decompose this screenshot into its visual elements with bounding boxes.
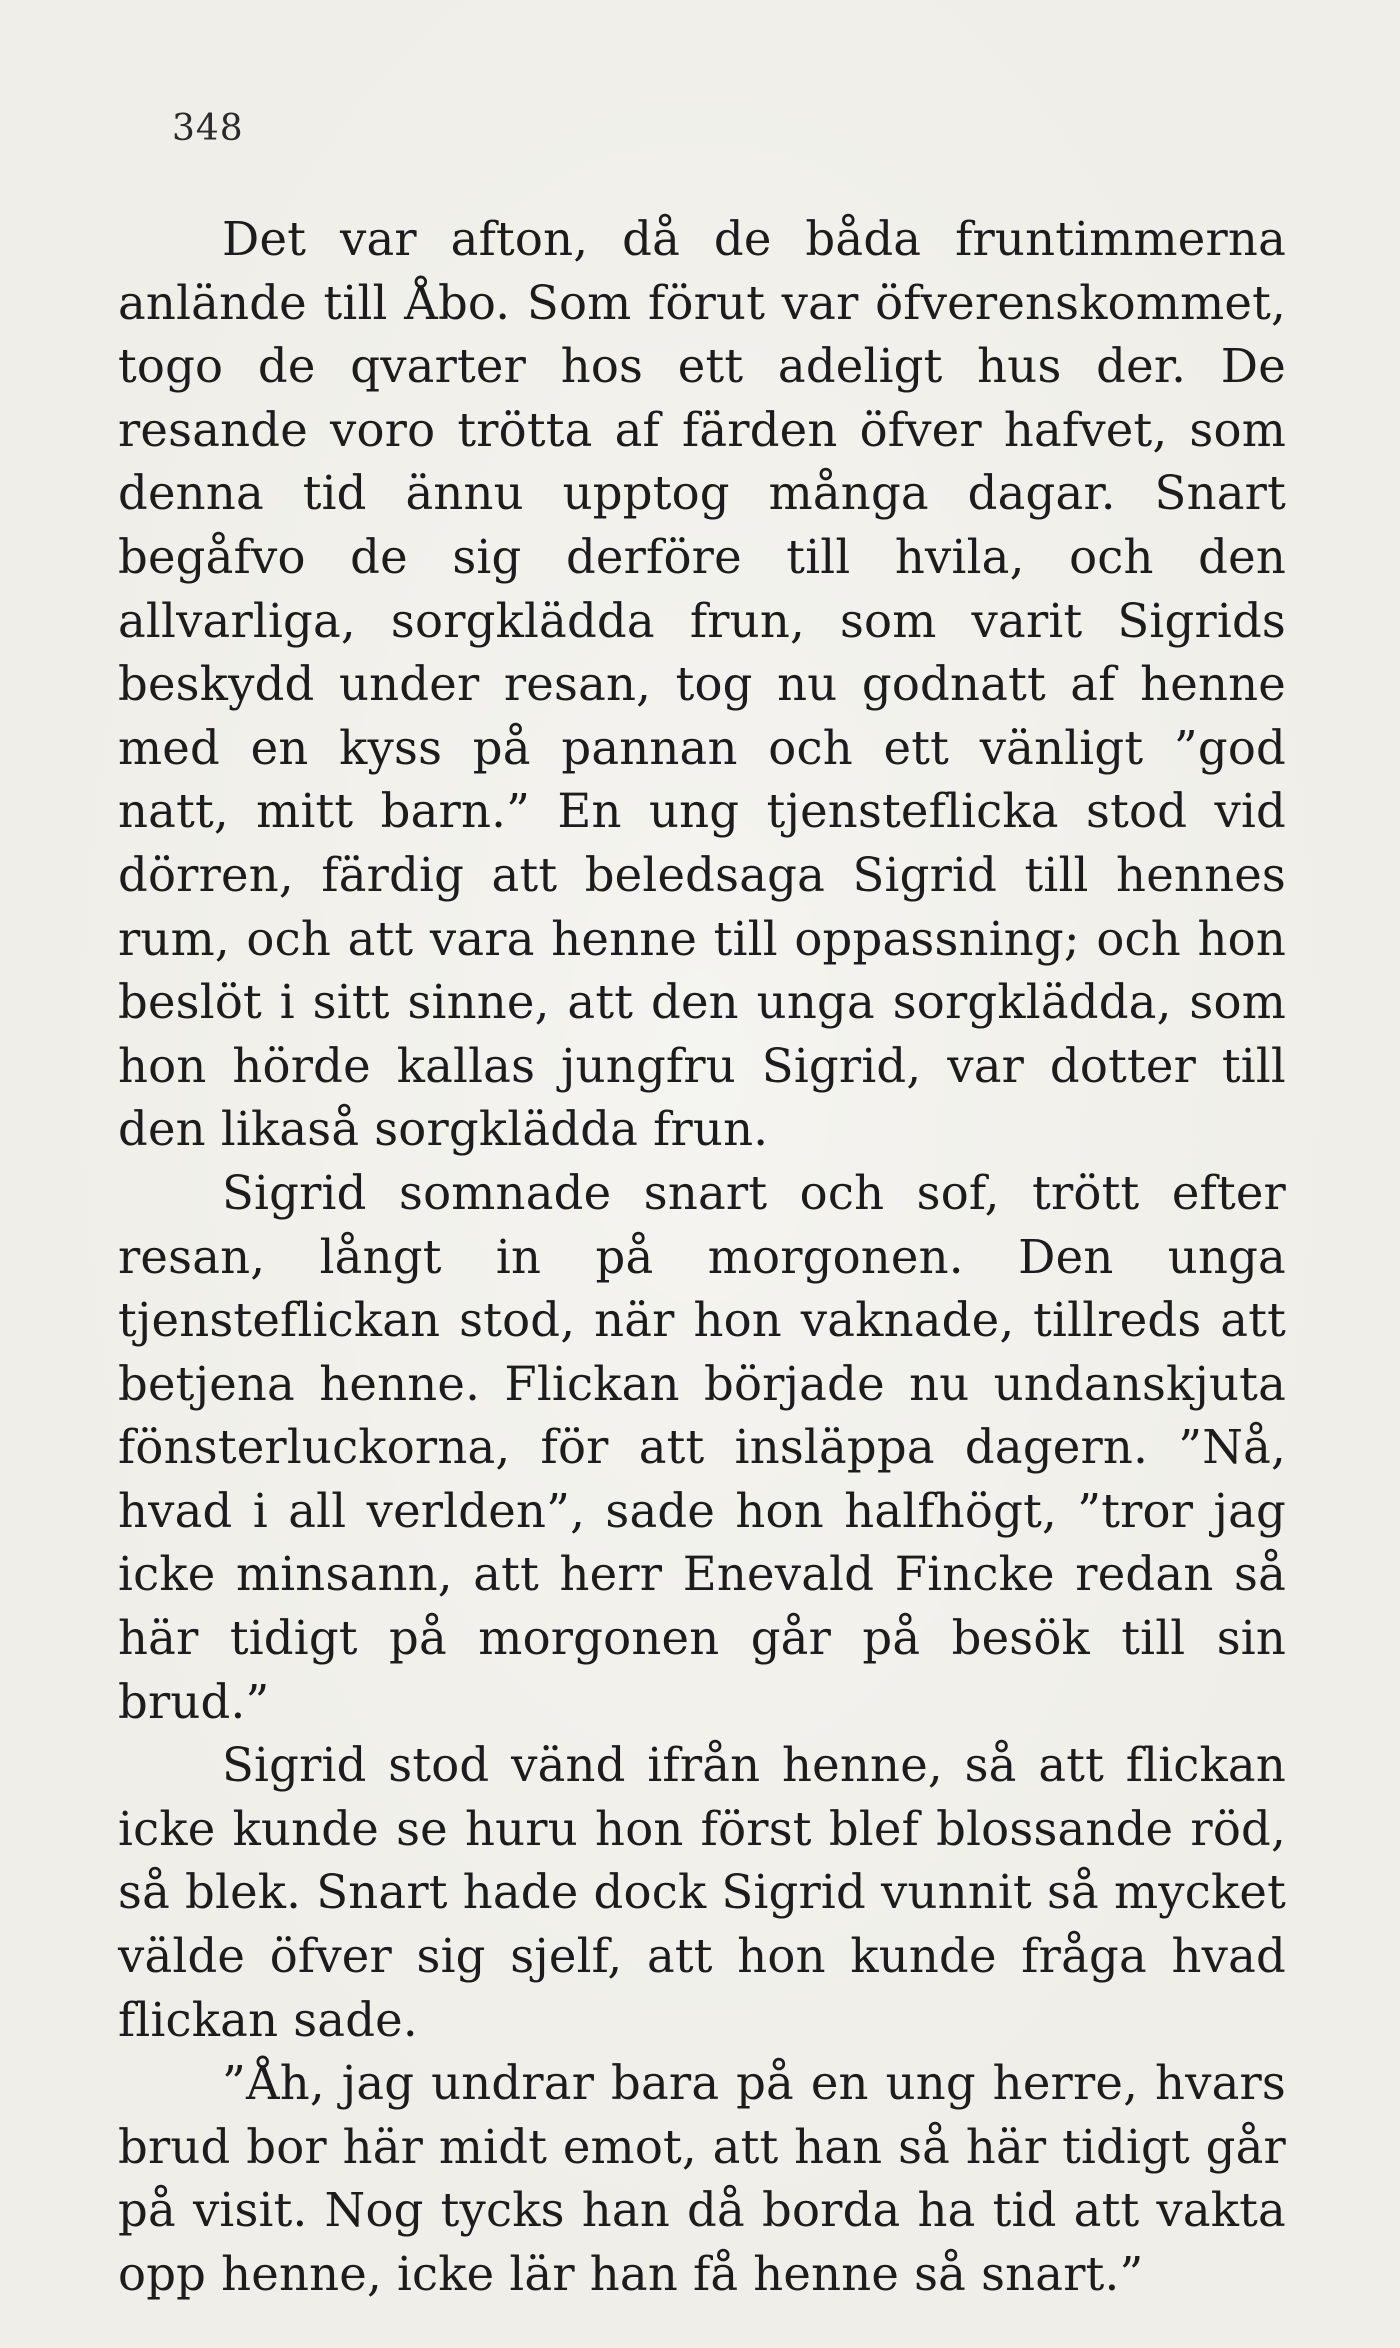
- paragraph-2: Sigrid somnade snart och sof, trött efter resan, långt in på morgonen. Den unga tjensteflickan stod, när hon vaknade, tillreds att betjena henne. Flickan började nu undanskjuta fönsterluckorna, för att insläppa dagern. ”Nå, hvad i all verlden”, sade hon halfhögt, ”tror jag icke minsann, att herr Enevald Fincke redan så här tidigt på morgonen går på besök till sin brud.”: [118, 1165, 1286, 1729]
- paragraph-1: Det var afton, då de båda fruntimmerna anlände till Åbo. Som förut var öfverenskommet, togo de qvarter hos ett adeligt hus der. De resande voro trötta af färden öfver hafvet, som denna tid ännu upptog många dagar. Snart begåfvo de sig derföre till hvila, och den allvarliga, sorgklädda frun, som varit Sigrids beskydd under resan, tog nu godnatt af henne med en kyss på pannan och ett vänligt ”god natt, mitt barn.” En ung tjensteflicka stod vid dörren, färdig att beledsaga Sigrid till hennes rum, och att vara henne till oppassning; och hon beslöt i sitt sinne, att den unga sorgklädda, som hon hörde kallas jungfru Sigrid, var dotter till den likaså sorgklädda frun.: [118, 212, 1286, 1157]
- body-text: [118, 208, 1286, 2307]
- paragraph-3: Sigrid stod vänd ifrån henne, så att flickan icke kunde se huru hon först blef blossande röd, så blek. Snart hade dock Sigrid vunnit så mycket välde öfver sig sjelf, att hon kunde fråga hvad flickan sade.: [118, 1738, 1286, 2047]
- page-number: 348: [172, 108, 244, 149]
- paragraph-4: ”Åh, jag undrar bara på en ung herre, hvars brud bor här midt emot, att han så här tidigt går på visit. Nog tycks han då borda ha tid att vakta opp henne, icke lär han få henne så snart.”: [118, 2056, 1286, 2301]
